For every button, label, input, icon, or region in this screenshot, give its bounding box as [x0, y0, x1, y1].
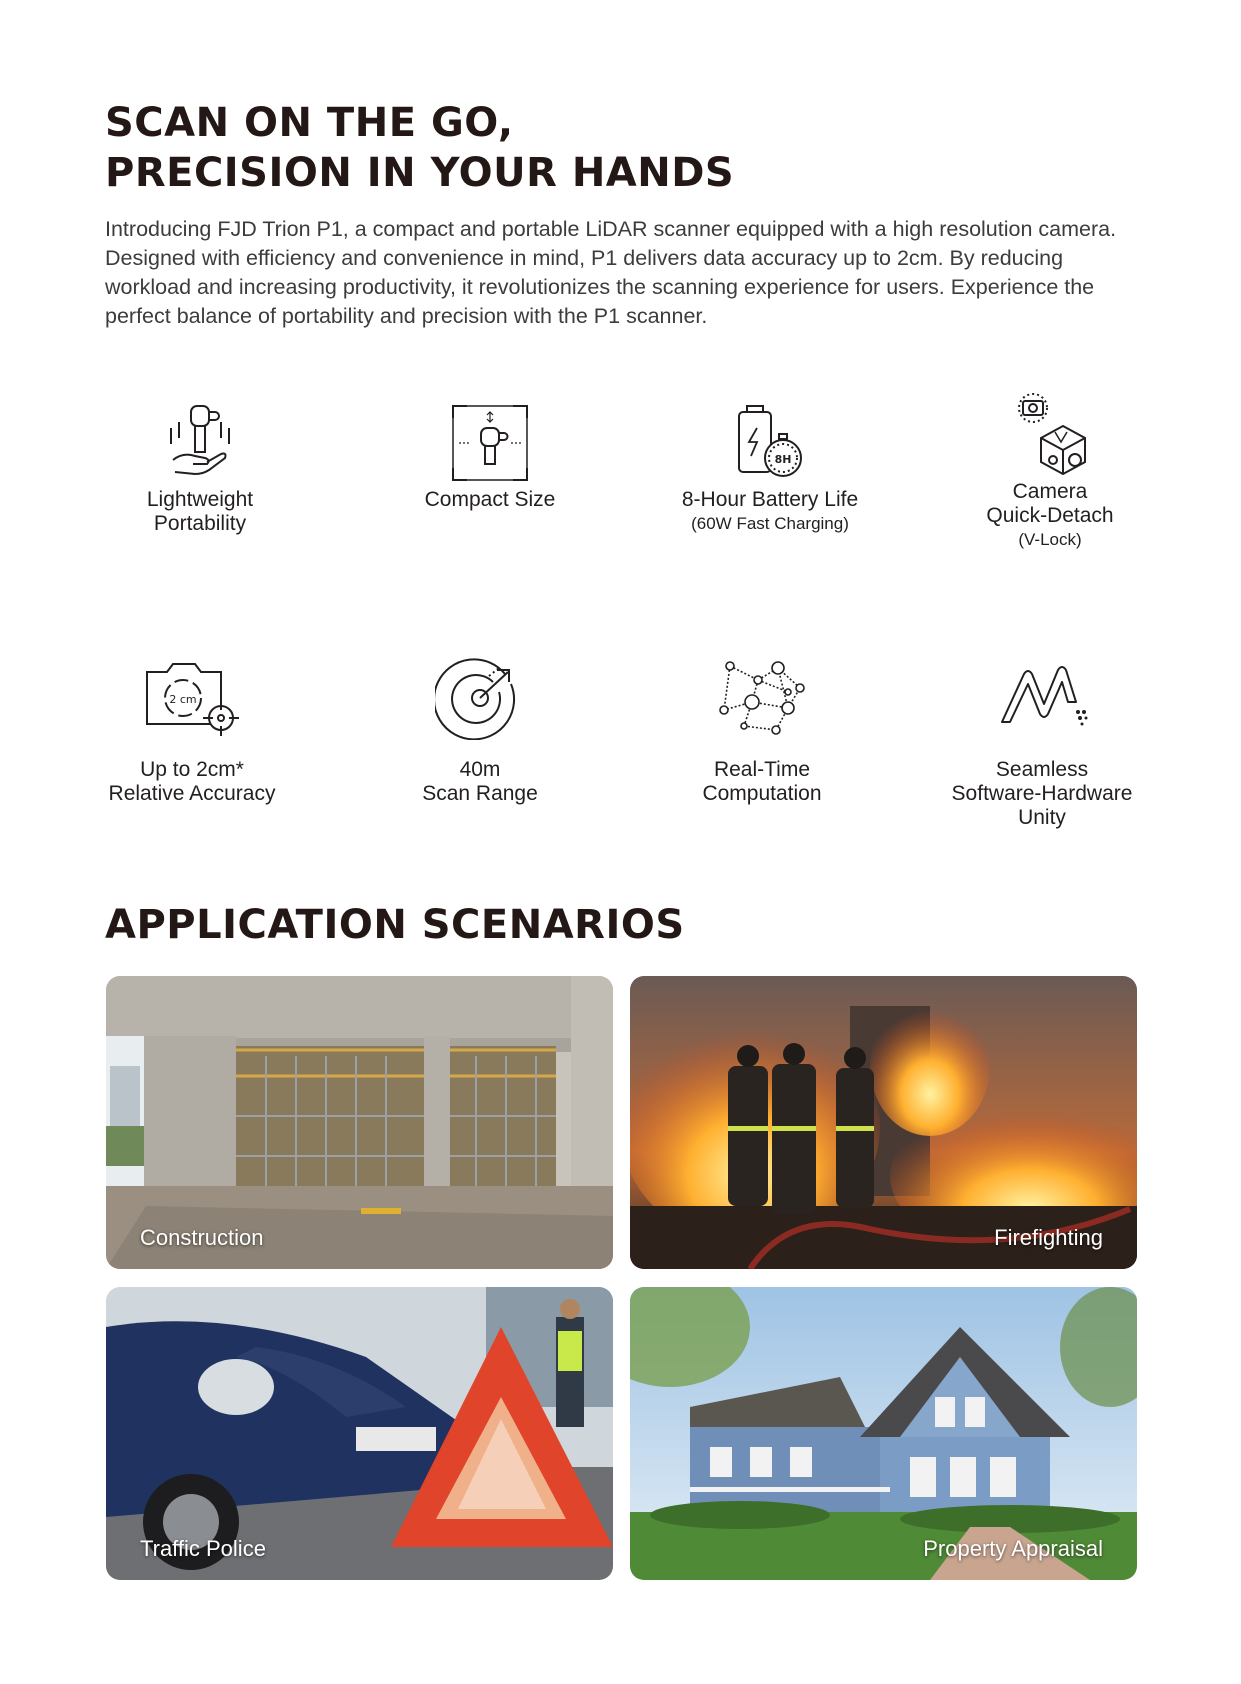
- feature-label-7b: Computation: [702, 782, 822, 805]
- m-logo-icon: [992, 650, 1092, 740]
- feature-label-6: 40m: [459, 758, 501, 781]
- intro-paragraph: Introducing FJD Trion P1, a compact and portable LiDAR scanner equipped with a high resolution camera. Designed with efficiency and convenience in mind, P1 delivers data accuracy up to 2cm. By reducing workload and increasing productivity, it revolutionizes the scanning experience for users. Experience the perfect balance of portability and precision with the P1 scanner.: [105, 217, 1117, 328]
- feature-realtime: [642, 650, 882, 806]
- heading-line-2: PRECISION IN YOUR HANDS: [105, 150, 735, 196]
- card-caption-property-appraisal: Property Appraisal: [923, 1536, 1103, 1561]
- feature-label-2: Compact Size: [424, 488, 556, 511]
- applications-title: APPLICATION SCENARIOS: [105, 902, 685, 948]
- feature-label-5: Up to 2cm*: [140, 758, 244, 781]
- feature-label-4b: Quick-Detach: [986, 504, 1114, 527]
- card-caption-construction: Construction: [140, 1225, 264, 1250]
- feature-compact-size: [370, 398, 610, 512]
- feature-label-1: Lightweight: [146, 488, 254, 511]
- feature-label-4: Camera: [1012, 480, 1088, 503]
- accuracy-badge-text: 2 cm: [169, 693, 197, 706]
- card-traffic-police: [106, 1287, 613, 1580]
- card-caption-firefighting: Firefighting: [994, 1225, 1103, 1250]
- feature-label-5b: Relative Accuracy: [108, 782, 276, 805]
- feature-label-7: Real-Time: [713, 758, 811, 781]
- feature-label-8c: Unity: [1018, 806, 1066, 829]
- accuracy-camera-target-icon: [137, 650, 247, 740]
- feature-label-6b: Scan Range: [422, 782, 538, 805]
- feature-accuracy: [72, 650, 312, 806]
- scan-range-target-icon: [435, 650, 525, 740]
- card-firefighting: [630, 976, 1137, 1269]
- network-nodes-icon: [712, 650, 812, 740]
- feature-battery: [650, 398, 890, 536]
- feature-unity: [922, 650, 1162, 830]
- card-property-appraisal: [630, 1287, 1137, 1580]
- handheld-scanner-hand-icon: [155, 398, 245, 488]
- compact-size-frame-icon: [445, 398, 535, 488]
- feature-label-8: Seamless: [995, 758, 1089, 781]
- feature-label-1b: Portability: [153, 512, 247, 535]
- battery-timer-icon: [725, 398, 815, 488]
- page-heading: [105, 98, 734, 198]
- card-caption-traffic-police: Traffic Police: [140, 1536, 266, 1561]
- feature-lightweight: [80, 398, 320, 536]
- feature-label-3: 8-Hour Battery Life: [681, 488, 859, 511]
- battery-badge-text: 8H: [774, 453, 792, 466]
- feature-scan-range: [360, 650, 600, 806]
- card-construction: [106, 976, 613, 1269]
- feature-camera-detach: [930, 398, 1170, 552]
- heading-line-1: SCAN ON THE GO,: [105, 100, 514, 146]
- feature-label-8b: Software-Hardware: [951, 782, 1133, 805]
- feature-sub-3: (60W Fast Charging): [691, 514, 849, 533]
- feature-sub-4: (V-Lock): [1018, 530, 1082, 549]
- camera-detach-icon: [1005, 390, 1095, 480]
